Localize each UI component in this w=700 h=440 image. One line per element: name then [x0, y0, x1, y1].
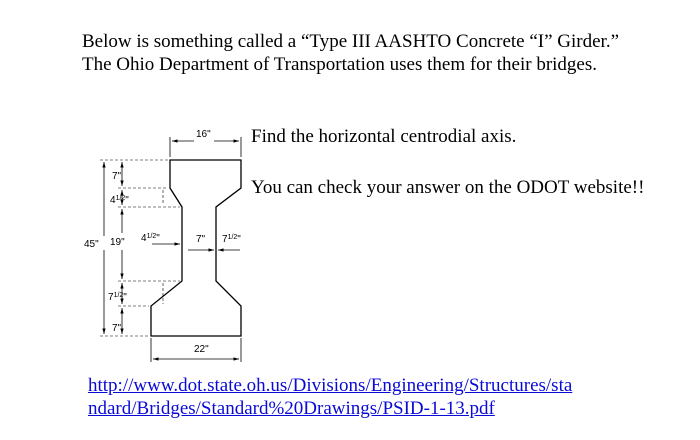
web-width-dimensions	[182, 230, 241, 258]
web-width-label: 7"	[196, 234, 206, 245]
total-height-label: 45"	[84, 239, 99, 250]
link-line-1[interactable]: http://www.dot.state.oh.us/Divisions/Engineering/Structures/sta	[88, 375, 573, 396]
check-text: You can check your answer on the ODOT website!!	[251, 177, 645, 198]
bottom-haunch-width-label: $7^{1/2}$"	[222, 234, 241, 245]
link-line-2[interactable]: ndard/Bridges/Standard%20Drawings/PSID-1-13.pdf	[88, 398, 495, 419]
bottom-width-dimension	[151, 338, 241, 362]
top-width-dimension	[170, 129, 241, 157]
top-flange-thick-label: 7"	[112, 171, 122, 182]
odot-link[interactable]	[88, 374, 648, 420]
find-text: Find the horizontal centrodial axis.	[251, 126, 517, 147]
girder-outline	[151, 160, 241, 336]
top-width-label: 16"	[196, 129, 211, 140]
intro-paragraph: Below is something called a “Type III AASHTO Concrete “I” Girder.” The Ohio Department of Transportation uses them for their bridges.	[82, 31, 620, 75]
top-haunch-label: $4^{1/2}$"	[110, 195, 129, 206]
total-height-dimension	[84, 162, 104, 334]
haunch-side-label: $4^{1/2}$"	[141, 233, 160, 244]
bottom-haunch-label: $7^{1/2}$"	[108, 292, 127, 303]
bottom-width-label: 22"	[194, 344, 209, 355]
web-height-label: 19"	[110, 237, 125, 248]
bottom-flange-thick-label: 7"	[112, 323, 122, 334]
